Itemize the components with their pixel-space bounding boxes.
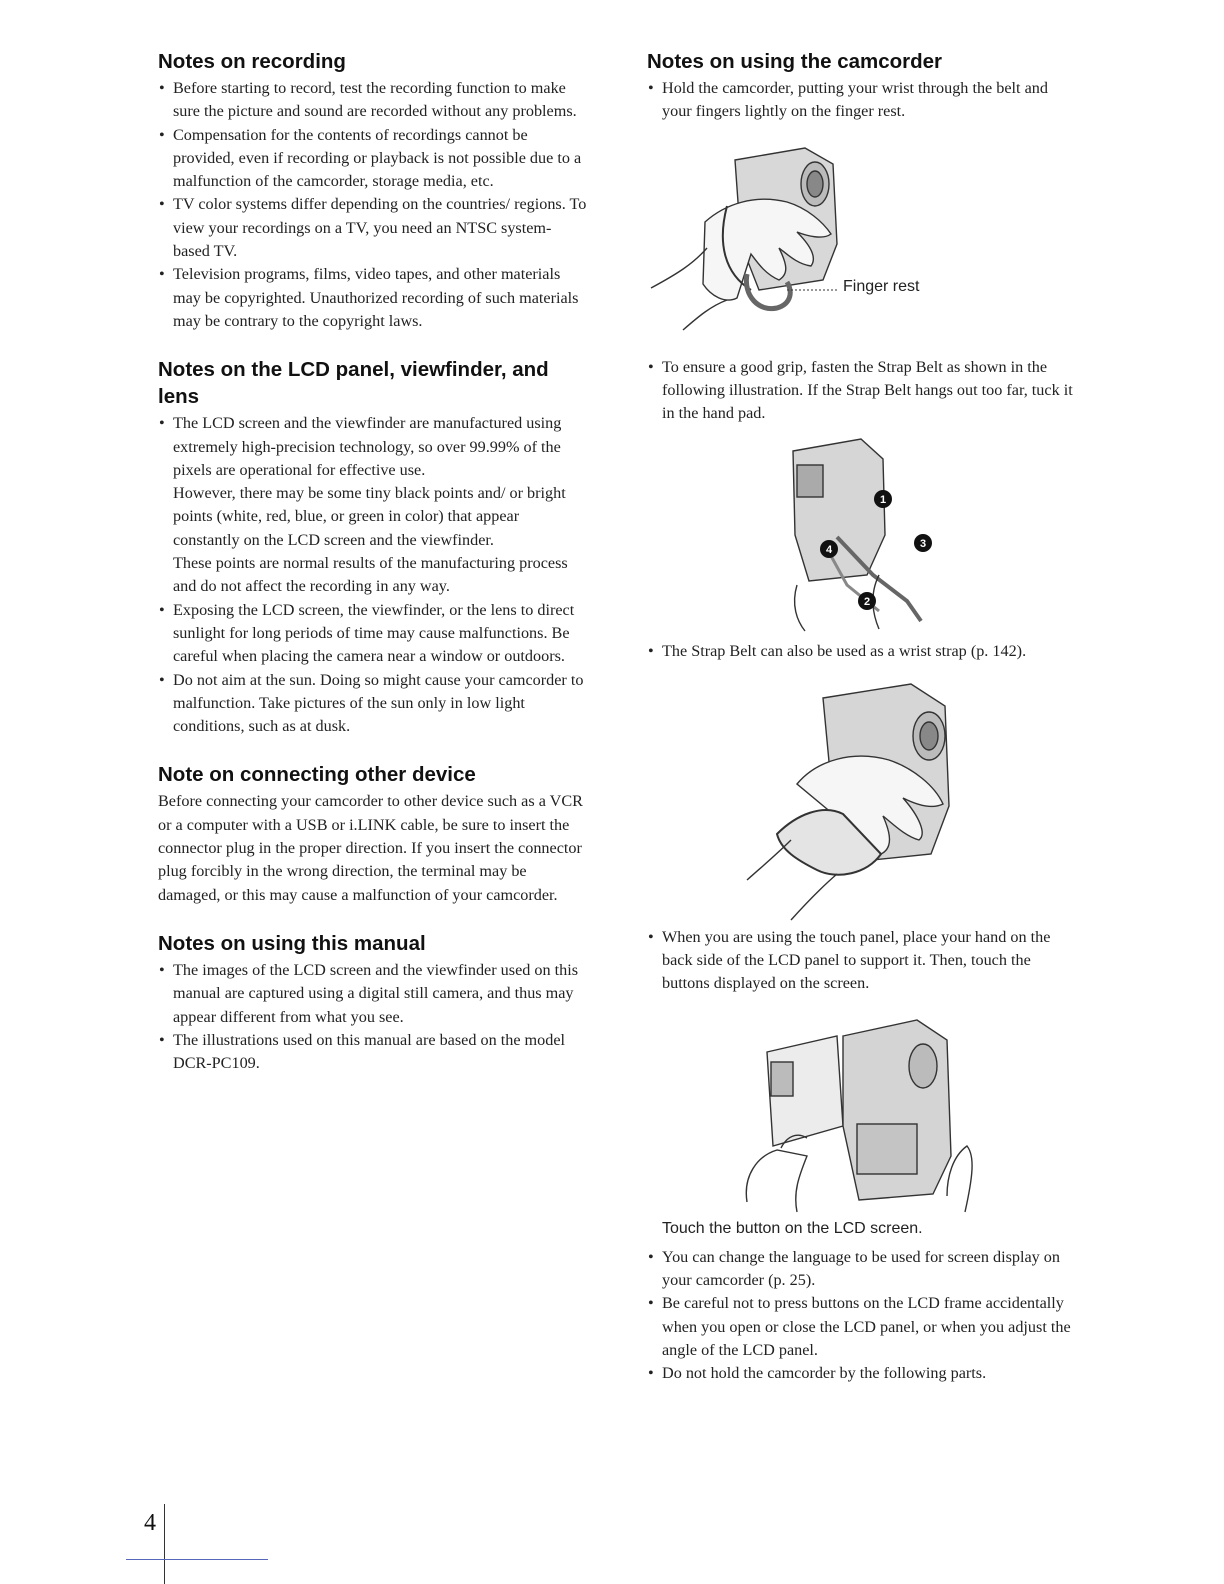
bullet-list — [647, 356, 1077, 426]
section-heading: Notes on using this manual — [158, 931, 426, 955]
bullet-list — [647, 926, 1077, 996]
section-notes-on-recording — [158, 48, 588, 333]
footer-horizontal-rule — [126, 1559, 268, 1560]
step-marker-4: 4 — [825, 544, 833, 557]
list-item: • Be careful not to press buttons on the LCD frame accidentally when you open or close the LCD panel, or when you adjust the angle of the LCD panel. — [647, 1292, 1077, 1362]
bullet-list — [647, 640, 1077, 663]
section-heading: Notes on using the camcorder — [647, 50, 943, 73]
figure-touch-panel — [647, 1006, 1077, 1216]
list-item: • You can change the language to be used for screen display on your camcorder (p. 25). — [647, 1246, 1077, 1293]
wrist-strap-illustration — [647, 664, 1077, 926]
left-column — [158, 48, 588, 1098]
footer-vertical-rule — [164, 1504, 165, 1584]
strap-belt-illustration — [647, 425, 1077, 640]
paragraph: Before connecting your camcorder to other device such as a VCR or a computer with a USB or i.LINK cable, be sure to insert the connector plug in the proper direction. If you insert the connector plug forcibly in the wrong direction, the terminal may be damaged, or this may cause a malfunction of your camcorder. — [158, 792, 583, 904]
page-number: 4 — [144, 1510, 156, 1536]
list-item: • TV color systems differ depending on the countries/ regions. To view your recordings on a TV, you need an NTSC system-based TV. — [158, 193, 588, 263]
touch-panel-caption: Touch the button on the LCD screen. — [662, 1219, 923, 1237]
list-item: • Television programs, films, video tapes, and other materials may be copyrighted. Unauthorized recording of such materials may be contrary to the copyright laws. — [158, 263, 588, 333]
paragraph: These points are normal results of the manufacturing process and do not affect the recording in any way. — [173, 554, 568, 596]
list-item: • To ensure a good grip, fasten the Strap Belt as shown in the following illustration. If the Strap Belt hangs out too far, tuck it in the hand pad. — [647, 356, 1077, 426]
bullet-list — [647, 1246, 1077, 1386]
bullet-list — [647, 77, 1077, 124]
section-heading: Notes on the LCD panel, viewfinder, and lens — [158, 358, 549, 409]
section-notes-on-camcorder — [647, 48, 1077, 1385]
figure-hold-camcorder — [647, 124, 1077, 356]
section-heading: Note on connecting other device — [158, 763, 476, 787]
section-notes-on-lcd — [158, 356, 588, 738]
paragraph: • The LCD screen and the viewfinder are manufactured using extremely high-precision technology, so over 99.99% of the pixels are operational for effective use. — [173, 414, 562, 479]
step-marker-3: 3 — [919, 538, 927, 551]
section-note-on-connecting — [158, 761, 588, 906]
list-item: • Do not aim at the sun. Doing so might cause your camcorder to malfunction. Take pictures of the sun only in low light conditions, such as at dusk. — [158, 669, 588, 739]
list-item: • Compensation for the contents of recordings cannot be provided, even if recording or playback is not possible due to a malfunction of the camcorder, storage media, etc. — [158, 124, 588, 194]
list-item: • Hold the camcorder, putting your wrist through the belt and your fingers lightly on the finger rest. — [647, 77, 1077, 124]
bullet-list — [158, 959, 588, 1075]
bullet-list — [158, 412, 588, 738]
list-item — [158, 412, 588, 598]
list-item: • When you are using the touch panel, place your hand on the back side of the LCD panel to support it. Then, touch the buttons displayed on the screen. — [647, 926, 1077, 996]
list-item: • Do not hold the camcorder by the following parts. — [647, 1362, 1077, 1385]
bullet-list — [158, 77, 588, 333]
list-item: • The illustrations used on this manual are based on the model DCR-PC109. — [158, 1029, 588, 1076]
step-marker-2: 2 — [863, 596, 871, 609]
list-item: • The Strap Belt can also be used as a wrist strap (p. 142). — [647, 640, 1077, 663]
section-notes-on-manual — [158, 930, 588, 1075]
right-column — [647, 48, 1077, 1408]
section-heading: Notes on recording — [158, 50, 346, 73]
figure-strap-belt — [647, 425, 1077, 640]
paragraph: However, there may be some tiny black points and/ or bright points (white, red, blue, or green in color) that appear constantly on the LCD screen and the viewfinder. — [173, 484, 566, 549]
figure-wrist-strap — [647, 664, 1077, 926]
camcorder-hand-illustration — [647, 124, 1077, 356]
list-item: • The images of the LCD screen and the viewfinder used on this manual are captured using a digital still camera, and thus may appear different from what you see. — [158, 959, 588, 1029]
touch-panel-illustration — [647, 1006, 1077, 1216]
list-item: • Exposing the LCD screen, the viewfinder, or the lens to direct sunlight for long periods of time may cause malfunctions. Be careful when placing the camera near a window or outdoors. — [158, 599, 588, 669]
finger-rest-label: Finger rest — [843, 277, 920, 295]
step-marker-1: 1 — [879, 494, 887, 507]
list-item: • Before starting to record, test the recording function to make sure the picture and sound are recorded without any problems. — [158, 77, 588, 124]
